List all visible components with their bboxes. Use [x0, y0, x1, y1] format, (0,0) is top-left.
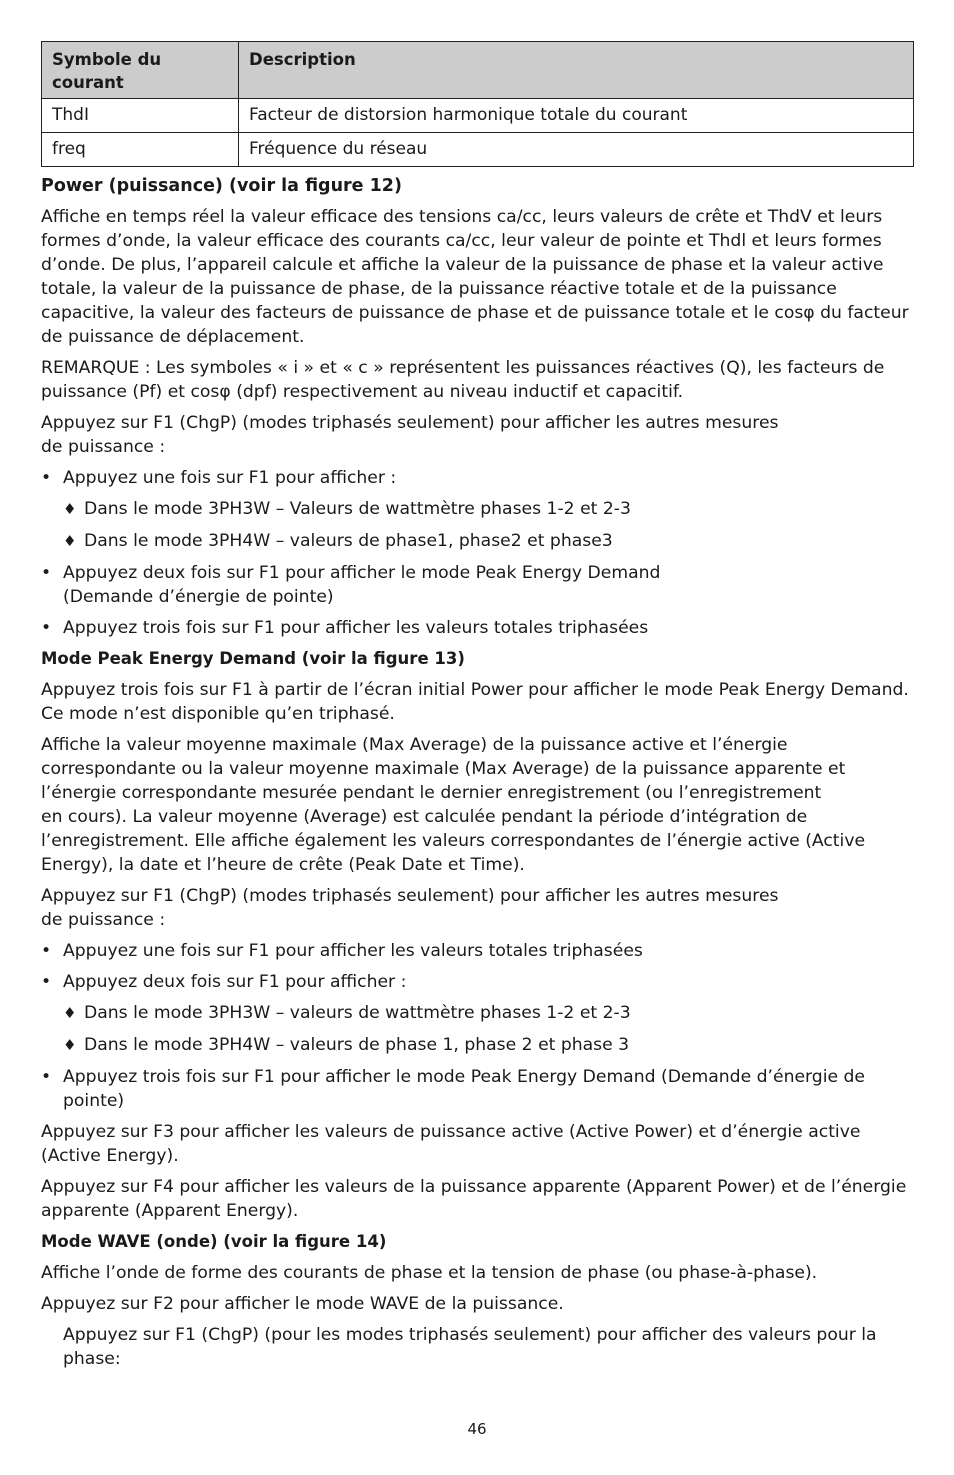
section-heading: Mode WAVE (onde) (voir la figure 14) — [41, 1232, 387, 1251]
diamond-icon: ♦ — [63, 1036, 77, 1054]
sub-bullet-item — [41, 1033, 914, 1057]
sub-bullet-text: Dans le mode 3PH3W – Valeurs de wattmètre phases 1-2 et 2-3 — [84, 499, 631, 519]
bullet-item — [41, 466, 914, 490]
page-number: 46 — [467, 1420, 487, 1438]
sub-bullet-text: Dans le mode 3PH4W – valeurs de phase 1, phase 2 et phase 3 — [84, 1035, 630, 1055]
paragraph: Appuyez sur F1 (ChgP) (modes triphasés seulement) pour afficher les autres mesures de puissance : — [41, 413, 779, 457]
table-cell: Fréquence du réseau — [239, 133, 914, 167]
paragraph: Appuyez trois fois sur F1 à partir de l’écran initial Power pour afficher le mode Peak Energy Demand. Ce mode n’est disponible qu’en triphasé. — [41, 680, 909, 724]
sub-bullet-item — [41, 497, 914, 521]
sub-bullet-text: Dans le mode 3PH4W – valeurs de phase1, phase2 et phase3 — [84, 531, 613, 551]
sub-bullet-item — [41, 1001, 914, 1025]
bullet-text: Appuyez deux fois sur F1 pour afficher le mode Peak Energy Demand (Demande d’énergie de pointe) — [63, 563, 661, 607]
page-content — [41, 41, 914, 1378]
table-row — [42, 99, 914, 133]
paragraph: Appuyez sur F1 (ChgP) (modes triphasés seulement) pour afficher les autres mesures de puissance : — [41, 886, 779, 930]
bullet-item — [41, 561, 914, 609]
sub-bullet-item — [41, 529, 914, 553]
diamond-icon: ♦ — [63, 500, 77, 518]
bullet-marker: • — [41, 972, 52, 992]
bullet-marker: • — [41, 618, 52, 638]
bullet-marker: • — [41, 468, 52, 488]
paragraph: Appuyez sur F4 pour afficher les valeurs de la puissance apparente (Apparent Power) et de l’énergie apparente (Apparent Energy). — [41, 1177, 907, 1221]
paragraph: Appuyez sur F3 pour afficher les valeurs de puissance active (Active Power) et d’énergie active (Active Energy). — [41, 1122, 861, 1166]
bullet-marker: • — [41, 563, 52, 583]
column-header: Description — [239, 42, 914, 99]
bullet-item — [41, 970, 914, 994]
bullet-text: Appuyez une fois sur F1 pour afficher les valeurs totales triphasées — [63, 941, 643, 961]
paragraph: Affiche en temps réel la valeur efficace des tensions ca/cc, leurs valeurs de crête et ThdV et leurs formes d’onde, la valeur efficace des courants ca/cc, leur valeur de pointe et Thdl et leurs formes d’onde. De plus, l’appareil calcule et affiche la valeur de la puissance de phase et la valeur active totale, la valeur de la puissance de phase, de la puissance réactive totale et de la puissance capacitive, la valeur des facteurs de puissance de phase et de puissance totale et le cosφ du facteur de puissance de déplacement. — [41, 207, 909, 347]
column-header: Symbole du courant — [42, 42, 239, 99]
bullet-text: Appuyez deux fois sur F1 pour afficher : — [63, 972, 407, 992]
table-cell: Facteur de distorsion harmonique totale du courant — [239, 99, 914, 133]
table-row — [42, 133, 914, 167]
bullet-text: Appuyez une fois sur F1 pour afficher : — [63, 468, 397, 488]
bullet-item — [41, 616, 914, 640]
sub-bullet-text: Dans le mode 3PH3W – valeurs de wattmètre phases 1-2 et 2-3 — [84, 1003, 631, 1023]
paragraph: Appuyez sur F2 pour afficher le mode WAVE de la puissance. — [41, 1294, 564, 1314]
bullet-item — [41, 939, 914, 963]
table-cell: ThdI — [42, 99, 239, 133]
table-cell: freq — [42, 133, 239, 167]
section-heading: Mode Peak Energy Demand (voir la figure 13) — [41, 649, 465, 668]
section-heading: Power (puissance) (voir la figure 12) — [41, 176, 402, 196]
paragraph: Affiche la valeur moyenne maximale (Max Average) de la puissance active et l’énergie correspondante ou la valeur moyenne maximale (Max Average) de la puissance apparente et l’énergie correspondante mesurée pendant le dernier enregistrement (ou l’enregistrement en cours). La valeur moyenne (Average) est calculée pendant la période d’intégration de l’enregistrement. Elle affiche également les valeurs correspondantes de l’énergie active (Active Energy), la date et l’heure de crête (Peak Date et Time). — [41, 735, 866, 875]
paragraph: Affiche l’onde de forme des courants de phase et la tension de phase (ou phase-à-phase). — [41, 1263, 818, 1283]
indented-paragraph: Appuyez sur F1 (ChgP) (pour les modes triphasés seulement) pour afficher des valeurs pour la phase: — [63, 1325, 877, 1369]
bullet-text: Appuyez trois fois sur F1 pour afficher le mode Peak Energy Demand (Demande d’énergie de pointe) — [63, 1067, 866, 1111]
diamond-icon: ♦ — [63, 1004, 77, 1022]
bullet-item — [41, 1065, 914, 1113]
current-symbol-table — [41, 41, 914, 167]
bullet-marker: • — [41, 941, 52, 961]
diamond-icon: ♦ — [63, 532, 77, 550]
bullet-marker: • — [41, 1067, 52, 1087]
bullet-text: Appuyez trois fois sur F1 pour afficher les valeurs totales triphasées — [63, 618, 649, 638]
table-header-row — [42, 42, 914, 99]
note-paragraph: REMARQUE : Les symboles « i » et « c » représentent les puissances réactives (Q), les facteurs de puissance (Pf) et cosφ (dpf) respectivement au niveau inductif et capacitif. — [41, 358, 885, 402]
